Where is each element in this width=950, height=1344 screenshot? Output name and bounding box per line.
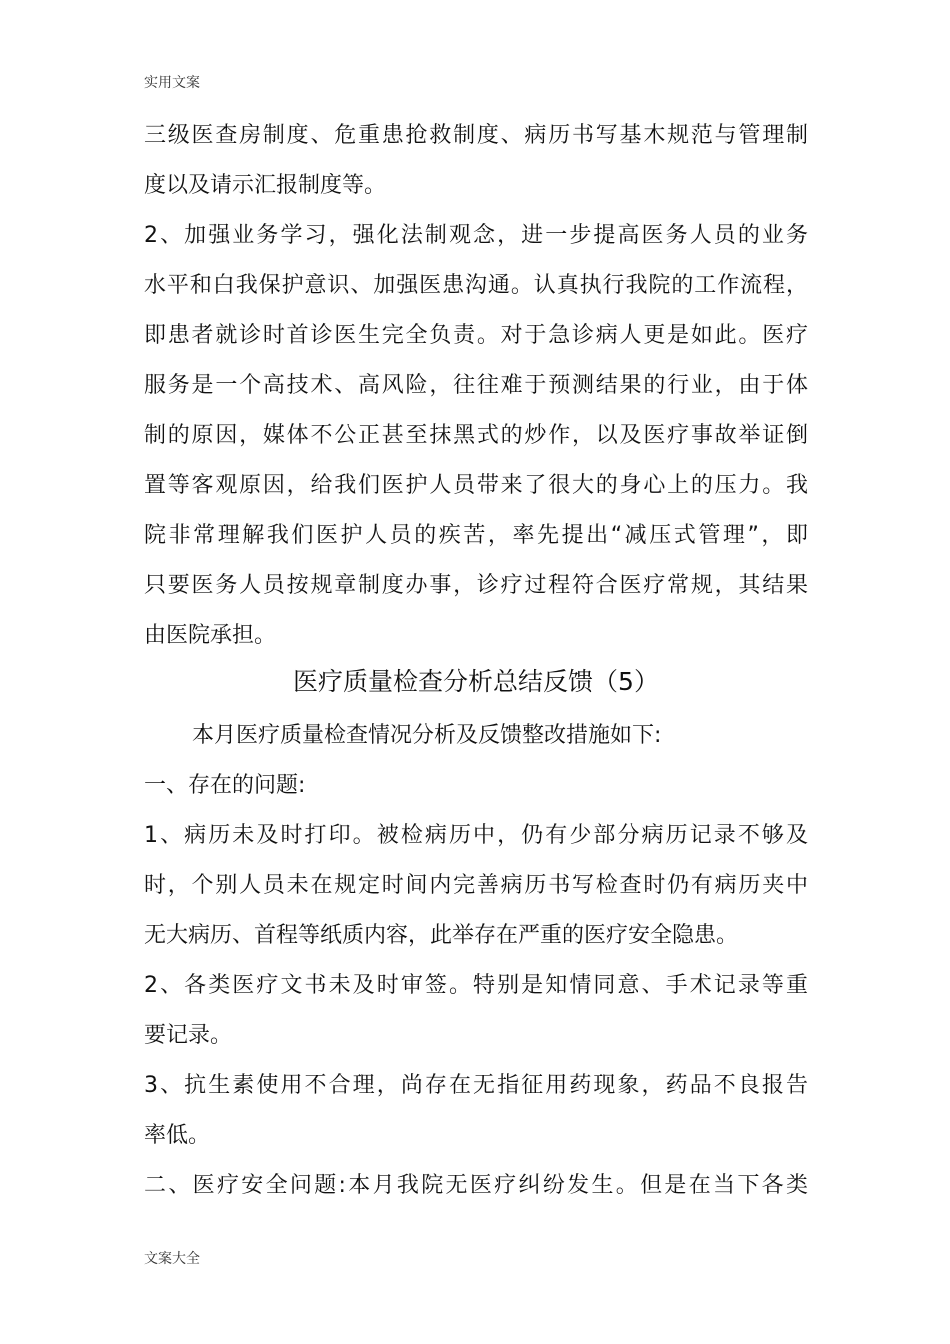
paragraph-line: 只要医务人员按规章制度办事，诊疗过程符合医疗常规，其结果 (144, 573, 808, 598)
paragraph-line: 服务是一个高技术、高风险，往往难于预测结果的行业，由于体 (144, 373, 808, 398)
paragraph-line: 3、抗生素使用不合理，尚存在无指征用药现象，药品不良报告 (144, 1073, 808, 1098)
paragraph-line: 制的原因，媒体不公正甚至抹黑式的炒作，以及医疗事故举证倒 (144, 423, 808, 448)
paragraph-line: 院非常理解我们医护人员的疾苦，率先提出“减压式管理”，即 (144, 523, 808, 548)
paragraph-line: 2、加强业务学习，强化法制观念，进一步提高医务人员的业务 (144, 223, 808, 248)
paragraph-line: 时，个别人员未在规定时间内完善病历书写检查时仍有病历夹中 (144, 873, 808, 898)
paragraph-line: 三级医查房制度、危重患抢救制度、病历书写基木规范与管理制 (144, 123, 808, 148)
list-heading: 一、存在的问题: (144, 773, 306, 798)
page-footer: 文案大全 (144, 1251, 200, 1267)
paragraph-line: 率低。 (144, 1123, 211, 1148)
paragraph-line: 即患者就诊时首诊医生完全负责。对于急诊病人更是如此。医疗 (144, 323, 808, 348)
intro-line: 本月医疗质量检查情况分析及反馈整改措施如下: (192, 723, 662, 748)
section-title: 医疗质量检查分析总结反馈（5） (293, 667, 659, 696)
paragraph-line: 要记录。 (144, 1023, 233, 1048)
paragraph-line: 2、各类医疗文书未及时审签。特别是知情同意、手术记录等重 (144, 973, 808, 998)
paragraph-line: 水平和白我保护意识、加强医患沟通。认真执行我院的工作流程， (144, 273, 808, 298)
paragraph-line: 由医院承担。 (144, 623, 277, 648)
paragraph-line: 无大病历、首程等纸质内容，此举存在严重的医疗安全隐患。 (144, 923, 739, 948)
paragraph-line: 度以及请示汇报制度等。 (144, 173, 387, 198)
paragraph-line: 二、医疗安全问题:本月我院无医疗纠纷发生。但是在当下各类 (144, 1173, 808, 1198)
paragraph-line: 1、病历未及时打印。被检病历中，仍有少部分病历记录不够及 (144, 823, 808, 848)
page-header: 实用文案 (144, 75, 200, 91)
paragraph-line: 置等客观原因，给我们医护人员带来了很大的身心上的压力。我 (144, 473, 808, 498)
